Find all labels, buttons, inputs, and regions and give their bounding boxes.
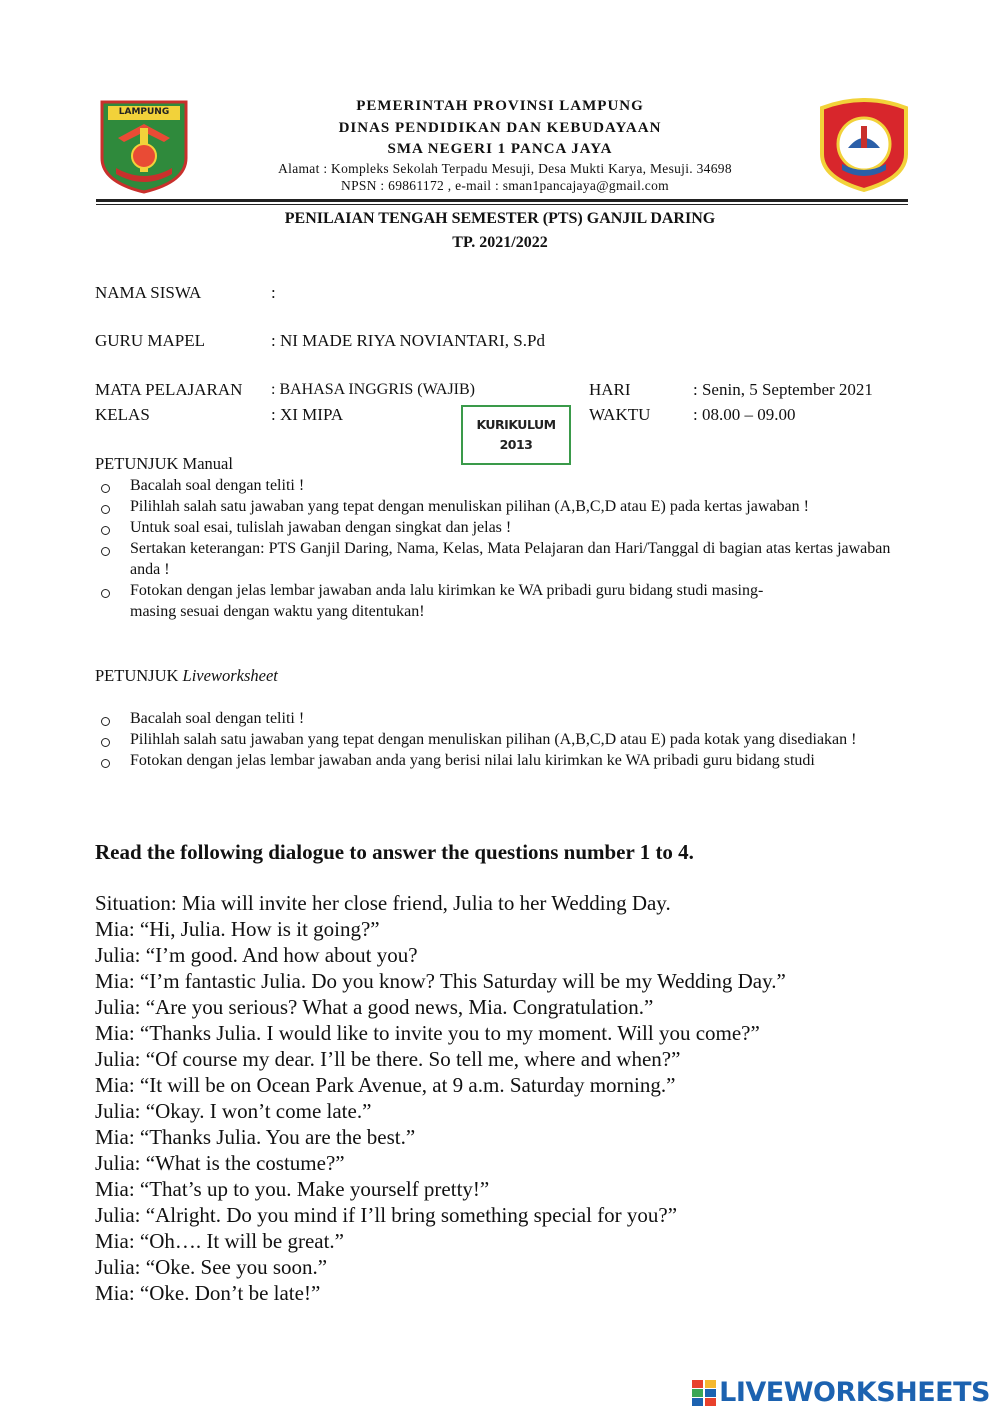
curriculum-badge-line1: KURIKULUM [476,417,556,432]
class-label: KELAS [95,405,150,424]
time-value: : 08.00 – 09.00 [693,405,796,424]
list-item: Sertakan keterangan: PTS Ganjil Daring, Nama, Kelas, Mata Pelajaran dan Hari/Tanggal di bagian atas kertas jawaban anda ! [95,538,905,580]
dialogue-line: Julia: “What is the costume?” [95,1151,345,1175]
letterhead-government: PEMERINTAH PROVINSI LAMPUNG [356,98,644,114]
dialogue-line: Mia: “Thanks Julia. I would like to invite you to my moment. Will you come?” [95,1021,760,1045]
dialogue-line: Mia: “That’s up to you. Make yourself pretty!” [95,1177,490,1201]
manual-instructions-list [95,475,905,622]
dialogue-line: Mia: “I’m fantastic Julia. Do you know? This Saturday will be my Wedding Day.” [95,969,786,993]
list-item: Pilihlah salah satu jawaban yang tepat dengan menuliskan pilihan (A,B,C,D atau E) pada kertas jawaban ! [95,496,905,517]
curriculum-badge [461,405,571,465]
dialogue-line: Situation: Mia will invite her close friend, Julia to her Wedding Day. [95,891,671,915]
dialogue-line: Julia: “Are you serious? What a good news, Mia. Congratulation.” [95,995,654,1019]
dialogue-line: Julia: “Of course my dear. I’ll be there. So tell me, where and when?” [95,1047,681,1071]
dialogue-line: Mia: “Oh…. It will be great.” [95,1229,345,1253]
letterhead-npsn-email: NPSN : 69861172 , e-mail : sman1pancajaya@gmail.com [341,178,669,193]
list-item: Bacalah soal dengan teliti ! [95,708,905,729]
exam-title: PENILAIAN TENGAH SEMESTER (PTS) GANJIL DARING [284,210,716,227]
teacher-value: : NI MADE RIYA NOVIANTARI, S.Pd [271,331,545,350]
dialogue-line: Julia: “Alright. Do you mind if I’ll bring something special for you?” [95,1203,678,1227]
exam-year: TP. 2021/2022 [452,234,548,251]
student-name-label: NAMA SISWA [95,283,202,302]
day-value: : Senin, 5 September 2021 [693,380,873,399]
time-label: WAKTU [589,405,651,424]
list-item: Fotokan dengan jelas lembar jawaban anda yang berisi nilai lalu kirimkan ke WA pribadi guru bidang studi [95,750,905,771]
lws-instructions-heading [95,666,278,686]
dialogue-line: Julia: “Oke. See you soon.” [95,1255,328,1279]
lws-heading-prefix: PETUNJUK [95,666,179,685]
letterhead-department: DINAS PENDIDIKAN DAN KEBUDAYAAN [338,120,662,136]
day-label: HARI [589,380,631,399]
liveworksheets-brand [692,1377,990,1408]
reading-heading: Read the following dialogue to answer the questions number 1 to 4. [95,840,694,864]
liveworksheets-wordmark: LIVEWORKSHEETS [719,1377,990,1408]
dialogue-line: Julia: “Okay. I won’t come late.” [95,1099,372,1123]
dialogue-line: Mia: “Thanks Julia. You are the best.” [95,1125,416,1149]
list-item: Pilihlah salah satu jawaban yang tepat dengan menuliskan pilihan (A,B,C,D atau E) pada kotak yang disediakan ! [95,729,905,750]
lws-heading-italic: Liveworksheet [182,666,278,685]
lws-instructions-list [95,708,905,771]
letterhead-rule-thick [96,199,908,202]
list-item: Bacalah soal dengan teliti ! [95,475,905,496]
manual-instructions-heading: PETUNJUK Manual [95,454,233,473]
class-value: : XI MIPA [271,405,344,424]
curriculum-badge-line2: 2013 [499,437,533,452]
subject-value: : BAHASA INGGRIS (WAJIB) [271,381,476,398]
dialogue-line: Julia: “I’m good. And how about you? [95,943,418,967]
dialogue-line: Mia: “Hi, Julia. How is it going?” [95,917,380,941]
list-item: Fotokan dengan jelas lembar jawaban anda lalu kirimkan ke WA pribadi guru bidang studi masing-masing sesuai dengan waktu yang ditentukan! [95,580,905,622]
teacher-label: GURU MAPEL [95,331,206,350]
liveworksheets-logo-icon [692,1380,716,1406]
dialogue-text [95,890,935,1306]
dialogue-line: Mia: “Oke. Don’t be late!” [95,1281,321,1305]
student-name-value: : [271,283,276,302]
lampung-emblem-label: LAMPUNG [118,107,170,117]
subject-label: MATA PELAJARAN [95,380,243,399]
dialogue-line: Mia: “It will be on Ocean Park Avenue, at 9 a.m. Saturday morning.” [95,1073,676,1097]
list-item: Untuk soal esai, tulislah jawaban dengan singkat dan jelas ! [95,517,905,538]
letterhead-school: SMA NEGERI 1 PANCA JAYA [387,141,613,157]
letterhead-address: Alamat : Kompleks Sekolah Terpadu Mesuji, Desa Mukti Karya, Mesuji. 34698 [278,161,732,176]
letterhead-rule-thin [96,204,908,205]
